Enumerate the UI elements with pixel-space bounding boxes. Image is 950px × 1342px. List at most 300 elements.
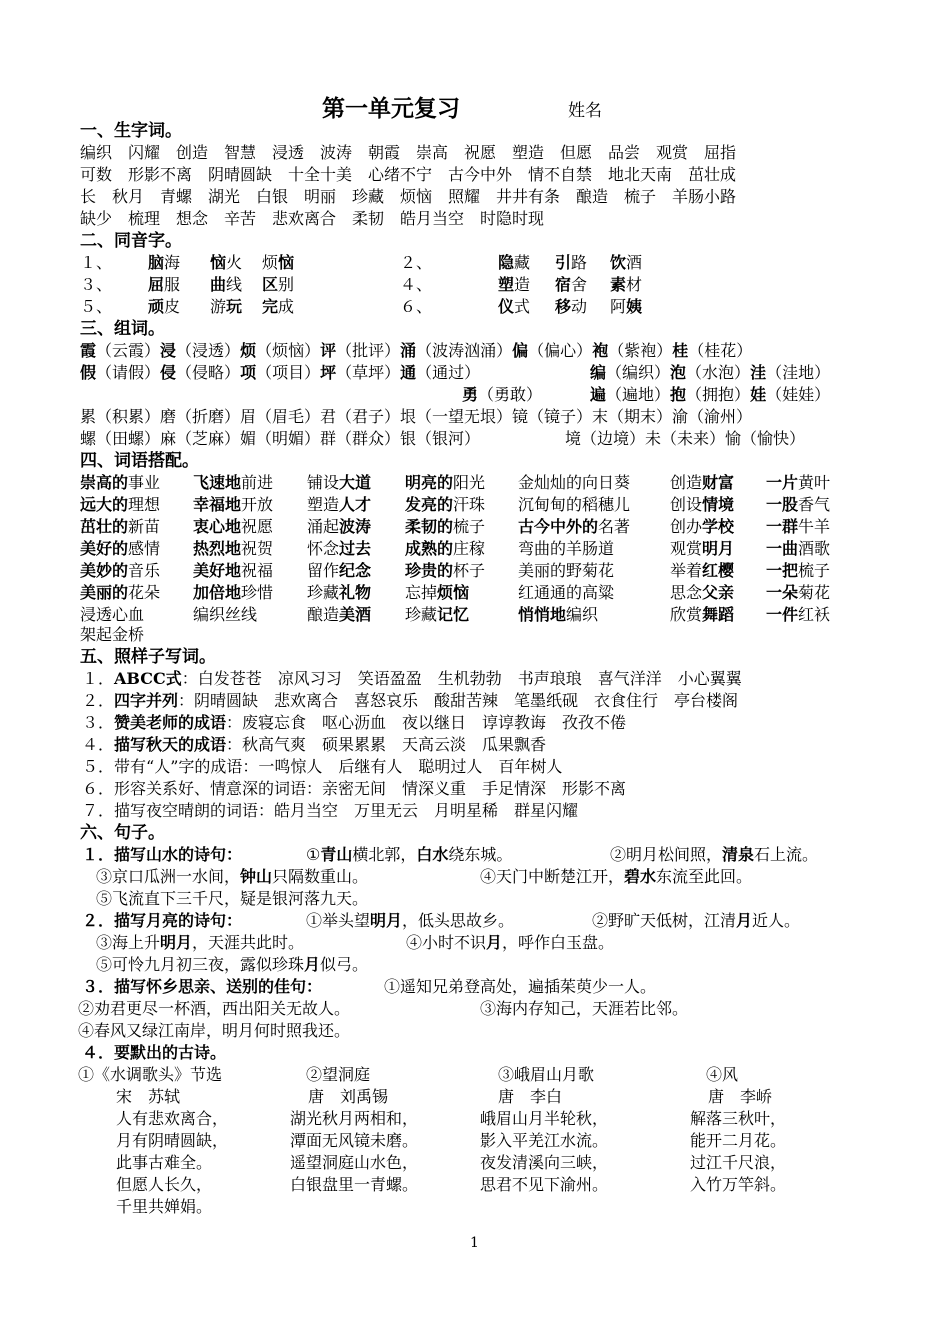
homophone-word (210, 252, 242, 274)
base-char: 假 (80, 363, 97, 382)
formed-word: （项目） (256, 363, 321, 382)
collocation-modifier: 一曲 (766, 539, 799, 558)
collocation-cell (307, 560, 371, 582)
section-4-heading: 四、词语搭配。 (80, 451, 199, 471)
base-char: 侵 (160, 363, 177, 382)
formed-word: （请假） (96, 363, 161, 382)
group-label (82, 976, 322, 998)
keyword: 青山 (320, 845, 353, 864)
base-char: 泡 (670, 363, 687, 382)
collocation-word: 创造 (670, 473, 703, 492)
collocation-modifier: 柔韧的 (405, 517, 454, 536)
collocation-word: 祝福 (241, 561, 274, 580)
poem-line: 人有悲欢离合， (116, 1109, 229, 1128)
section-6-heading: 六、句子。 (80, 823, 165, 843)
pattern-label: 赞美老师的成语 (114, 713, 227, 732)
collocation-object: 记忆 (437, 605, 470, 624)
collocation-modifier: 成熟的 (405, 539, 454, 558)
collocation-extra: 架起金桥 (80, 625, 145, 644)
collocation-cell (405, 604, 469, 626)
text-span: ，天涯共此时。 (192, 933, 305, 952)
collocation-word: 金灿灿的向日葵 (518, 473, 631, 492)
homophone-number: １、 (80, 253, 113, 272)
collocation-word: 珍藏 (405, 605, 438, 624)
poem-line: 解落三秋叶， (690, 1109, 787, 1128)
collocation-word: 塑造 (307, 495, 340, 514)
homophone-char: 玩 (226, 297, 243, 316)
poem-sentence: ①遥知兄弟登高处，遍插茱萸少一人。 (384, 977, 657, 996)
homophone-word (610, 252, 642, 274)
poem-line: 但愿人长久， (116, 1175, 213, 1194)
poem-sentence (406, 932, 614, 954)
base-char: 涌 (400, 341, 417, 360)
poem-line: 千里共婵娟。 (116, 1197, 213, 1216)
collocation-cell (518, 582, 614, 604)
page-number: 1 (470, 1235, 479, 1251)
collocation-modifier: 一把 (766, 561, 799, 580)
collocation-cell (307, 604, 371, 626)
text-span: ３．描写怀乡思亲、送别的佳句： (82, 977, 323, 996)
collocation-modifier: 热烈地 (193, 539, 242, 558)
collocation-word: 珍藏 (307, 583, 340, 602)
poem-author: 唐 李峤 (708, 1087, 773, 1106)
item-number: １． (82, 669, 115, 688)
collocation-cell (193, 560, 273, 582)
word-pattern-line (82, 712, 626, 734)
text-span: 阿 (610, 297, 627, 316)
poem-sentence (610, 844, 818, 866)
text-span: ４．要默出的古诗。 (82, 1043, 227, 1062)
collocation-modifier: 幸福地 (193, 495, 242, 514)
formed-word: （草坪） (336, 363, 401, 382)
poem-author: 唐 刘禹锡 (308, 1087, 389, 1106)
formed-word: （批评） (336, 341, 401, 360)
collocation-cell (766, 472, 830, 494)
keyword: 月 (736, 911, 753, 930)
text-span: 烦 (262, 253, 279, 272)
homophone-word (555, 252, 587, 274)
collocation-cell (80, 472, 160, 494)
homophone-char: 宿 (555, 275, 572, 294)
collocation-object: 纪念 (339, 561, 372, 580)
collocation-modifier: 加倍地 (193, 583, 242, 602)
base-char: 勇 (462, 385, 479, 404)
collocation-word: 音乐 (128, 561, 161, 580)
item-number: ６． (82, 779, 115, 798)
item-number: ７． (82, 801, 115, 820)
word-formation-line (590, 384, 830, 406)
collocation-modifier: 古今中外的 (518, 517, 599, 536)
homophone-char: 屈 (148, 275, 165, 294)
collocation-word: 编织丝线 (193, 605, 258, 624)
collocation-word: 花朵 (128, 583, 161, 602)
page-title: 第一单元复习 (322, 96, 460, 122)
text-span: ２．描写月亮的诗句： (82, 911, 243, 930)
collocation-cell (518, 516, 630, 538)
collocation-cell (670, 516, 734, 538)
collocation-cell (766, 494, 830, 516)
pattern-words: 描写夜空晴朗的词语：皓月当空 万里无云 月明星稀 群星闪耀 (114, 801, 579, 820)
group-label (82, 910, 242, 932)
collocation-word: 忘掉 (405, 583, 438, 602)
poem-sentence (592, 910, 800, 932)
text-span: 似弓。 (320, 955, 369, 974)
collocation-object: 美酒 (339, 605, 372, 624)
base-char: 项 (240, 363, 257, 382)
collocation-cell (670, 582, 734, 604)
collocation-cell (766, 516, 830, 538)
poem-sentence (96, 866, 368, 888)
poem-line: 月有阴晴圆缺， (116, 1131, 229, 1150)
formed-word: （编织） (606, 363, 671, 382)
homophone-char: 姨 (626, 297, 643, 316)
collocation-modifier: 一朵 (766, 583, 799, 602)
poem-author: 唐 李白 (498, 1087, 563, 1106)
poem-sentence: ⑤飞流直下三千尺，疑是银河落九天。 (96, 889, 369, 908)
collocation-word: 珍惜 (241, 583, 274, 602)
collocation-cell (307, 538, 371, 560)
text-span: 路 (571, 253, 588, 272)
formed-word: （烦恼） (256, 341, 321, 360)
homophone-word (262, 296, 294, 318)
section-1-heading: 一、生字词。 (80, 121, 182, 141)
text-span: 成 (278, 297, 295, 316)
text-span: 酒 (626, 253, 643, 272)
collocation-modifier: 美丽的 (80, 583, 129, 602)
collocation-cell (80, 582, 160, 604)
collocation-cell (193, 516, 273, 538)
collocation-object: 人才 (339, 495, 372, 514)
word-formation-line: 境（边境）未（未来）愉（愉快） (565, 429, 806, 448)
collocation-object: 学校 (702, 517, 735, 536)
collocation-object: 波涛 (339, 517, 372, 536)
text-span: 绕东城。 (448, 845, 513, 864)
homophone-number: ６、 (400, 297, 433, 316)
collocation-object: 财富 (702, 473, 735, 492)
formed-word: （浸透） (176, 341, 241, 360)
text-span: 线 (226, 275, 243, 294)
text-span: 石上流。 (754, 845, 819, 864)
homophone-word (498, 274, 530, 296)
item-number: ５． (82, 757, 115, 776)
word-pattern-line (82, 800, 578, 822)
collocation-cell (80, 560, 160, 582)
collocation-word: 弯曲的羊肠道 (518, 539, 615, 558)
collocation-object: 父亲 (702, 583, 735, 602)
keyword: 月 (486, 933, 503, 952)
collocation-object: 礼物 (339, 583, 372, 602)
collocation-cell (766, 538, 830, 560)
base-char: 抱 (670, 385, 687, 404)
collocation-word: 前进 (241, 473, 274, 492)
poem-line: 遥望洞庭山水色， (290, 1153, 419, 1172)
pattern-words: ：废寝忘食 呕心沥血 夜以继日 谆谆教诲 孜孜不倦 (226, 713, 627, 732)
homophone-word (610, 274, 642, 296)
collocation-modifier: 悄悄地 (518, 605, 567, 624)
text-span: 别 (278, 275, 295, 294)
collocation-word: 观赏 (670, 539, 703, 558)
formed-word: （遍地） (606, 385, 671, 404)
formed-word: （紫袍） (608, 341, 673, 360)
pattern-words: 形容关系好、情意深的词语：亲密无间 情深义重 手足情深 形影不离 (114, 779, 627, 798)
collocation-cell (193, 604, 257, 626)
collocation-modifier: 珍贵的 (405, 561, 454, 580)
text-span: ④天门中断楚江开， (480, 867, 625, 886)
collocation-cell (670, 538, 734, 560)
collocation-cell (670, 472, 734, 494)
base-char: 编 (590, 363, 607, 382)
collocation-modifier: 一群 (766, 517, 799, 536)
homophone-number: ５、 (80, 297, 113, 316)
text-span: 动 (571, 297, 588, 316)
vocab-line: 长 秋月 青螺 湖光 白银 明丽 珍藏 烦恼 照耀 井井有条 酿造 梳子 羊肠小路 (80, 187, 737, 206)
poem-line: 能开二月花。 (690, 1131, 787, 1150)
collocation-word: 汗珠 (453, 495, 486, 514)
homophone-char: 仪 (498, 297, 515, 316)
collocation-cell (766, 604, 830, 626)
poem-line: 影入平羌江水流。 (480, 1131, 609, 1150)
homophone-char: 顽 (148, 297, 165, 316)
collocation-word: 事业 (128, 473, 161, 492)
collocation-word: 开放 (241, 495, 274, 514)
collocation-modifier: 一片 (766, 473, 799, 492)
base-char: 娃 (750, 385, 767, 404)
collocation-cell (405, 582, 469, 604)
text-span: ，呼作白玉盘。 (502, 933, 615, 952)
collocation-cell (80, 494, 160, 516)
formed-word: （云霞） (96, 341, 161, 360)
homophone-char: 曲 (210, 275, 227, 294)
keyword: 明月 (160, 933, 193, 952)
poem-title: ④风 (706, 1065, 739, 1084)
homophone-word (210, 274, 242, 296)
collocation-word: 酒歌 (798, 539, 831, 558)
keyword: 月 (304, 955, 321, 974)
word-formation-line (590, 362, 830, 384)
homophone-char: 饮 (610, 253, 627, 272)
homophone-char: 完 (262, 297, 279, 316)
collocation-object: 情境 (702, 495, 735, 514)
base-char: 烦 (240, 341, 257, 360)
poem-line: 思君不见下渝州。 (480, 1175, 609, 1194)
word-formation-line: 螺（田螺）麻（芝麻）媚（明媚）群（群众）银（银河） (80, 429, 481, 448)
pattern-words: ：秋高气爽 硕果累累 天高云淡 瓜果飘香 (226, 735, 547, 754)
section-3-heading: 三、组词。 (80, 319, 165, 339)
base-char: 坪 (320, 363, 337, 382)
keyword: 白水 (416, 845, 449, 864)
word-pattern-line (82, 734, 546, 756)
poem-title: ①《水调歌头》节选 (78, 1065, 223, 1084)
poem-line: 峨眉山月半轮秋， (480, 1109, 609, 1128)
homophone-char: 恼 (210, 253, 227, 272)
collocation-modifier: 发亮的 (405, 495, 454, 514)
collocation-modifier: 美好地 (193, 561, 242, 580)
text-span: １．描写山水的诗句： (82, 845, 243, 864)
poem-title: ③峨眉山月歌 (498, 1065, 595, 1084)
formed-word: （波涛汹涌） (416, 341, 513, 360)
homophone-number: ２、 (400, 253, 433, 272)
text-span: 藏 (514, 253, 531, 272)
vocab-line: 缺少 梳理 想念 辛苦 悲欢离合 柔韧 皓月当空 时隐时现 (80, 209, 545, 228)
pattern-label: 描写秋天的成语 (114, 735, 227, 754)
formed-word: （勇敢） (478, 385, 543, 404)
text-span: 式 (514, 297, 531, 316)
word-formation-line: 累（积累）磨（折磨）眉（眉毛）君（君子）垠（一望无垠）镜（镜子）末（期末）渝（渝州） (80, 407, 753, 426)
text-span: ④小时不识 (406, 933, 487, 952)
collocation-modifier: 一股 (766, 495, 799, 514)
collocation-modifier: 明亮的 (405, 473, 454, 492)
poem-sentence (480, 866, 752, 888)
collocation-word: 举着 (670, 561, 703, 580)
collocation-cell (518, 604, 598, 626)
collocation-word: 酿造 (307, 605, 340, 624)
collocation-word: 红通通的高粱 (518, 583, 615, 602)
collocation-word: 菊花 (798, 583, 831, 602)
homophone-word (210, 296, 242, 318)
collocation-cell (518, 494, 630, 516)
collocation-cell (405, 494, 485, 516)
collocation-cell (518, 472, 630, 494)
text-span: 横北郭， (352, 845, 417, 864)
homophone-word (498, 252, 530, 274)
collocation-word: 铺设 (307, 473, 340, 492)
poem-sentence (306, 910, 514, 932)
base-char: 遍 (590, 385, 607, 404)
word-formation-line (80, 340, 752, 362)
collocation-modifier: 茁壮的 (80, 517, 129, 536)
text-span: 舍 (571, 275, 588, 294)
homophone-word (148, 252, 180, 274)
collocation-modifier: 飞速地 (193, 473, 242, 492)
poem-line: 夜发清溪向三峡， (480, 1153, 609, 1172)
collocation-word: 理想 (128, 495, 161, 514)
collocation-cell (405, 516, 485, 538)
pattern-words: ：白发苍苍 凉风习习 笑语盈盈 生机勃勃 书声琅琅 喜气洋洋 小心翼翼 (181, 669, 742, 688)
collocation-word: 涌起 (307, 517, 340, 536)
formed-word: （拥抱） (686, 385, 751, 404)
word-pattern-line (82, 668, 742, 690)
collocation-object: 舞蹈 (702, 605, 735, 624)
homophone-char: 塑 (498, 275, 515, 294)
homophone-char: 区 (262, 275, 279, 294)
poem-sentence (96, 932, 304, 954)
collocation-modifier: 美好的 (80, 539, 129, 558)
pattern-words: 带有“人”字的成语：一鸣惊人 后继有人 聪明过人 百年树人 (114, 757, 563, 776)
section-2-heading: 二、同音字。 (80, 231, 182, 251)
collocation-cell (307, 494, 371, 516)
poem-line: 入竹万竿斜。 (690, 1175, 787, 1194)
group-label (82, 844, 242, 866)
base-char: 霞 (80, 341, 97, 360)
base-char: 桂 (672, 341, 689, 360)
collocation-modifier: 一件 (766, 605, 799, 624)
collocation-word: 新苗 (128, 517, 161, 536)
homophone-char: 引 (555, 253, 572, 272)
vocab-line: 编织 闪耀 创造 智慧 浸透 波涛 朝霞 崇高 祝愿 塑造 但愿 品尝 观赏 屈指 (80, 143, 737, 162)
base-char: 偏 (512, 341, 529, 360)
formed-word: （通过） (416, 363, 481, 382)
collocation-word: 阳光 (453, 473, 486, 492)
text-span: 游 (210, 297, 227, 316)
homophone-word (555, 274, 587, 296)
collocation-cell (518, 560, 614, 582)
homophone-word (555, 296, 587, 318)
poem-line: 白银盘里一青螺。 (290, 1175, 419, 1194)
homophone-char: 脑 (148, 253, 165, 272)
poem-sentence: ④春风又绿江南岸，明月何时照我还。 (78, 1021, 351, 1040)
keyword: 碧水 (624, 867, 657, 886)
base-char: 洼 (750, 363, 767, 382)
collocation-word: 香气 (798, 495, 831, 514)
poem-line: 湖光秋月两相和， (290, 1109, 419, 1128)
pattern-words: ：阴晴圆缺 悲欢离合 喜怒哀乐 酸甜苦辣 笔墨纸砚 衣食住行 亭台楼阁 (178, 691, 739, 710)
collocation-object: 明月 (702, 539, 735, 558)
item-number: ４． (82, 735, 115, 754)
collocation-object: 红樱 (702, 561, 735, 580)
text-span: ⑤可怜九月初三夜，露似珍珠 (96, 955, 305, 974)
poem-line: 过江千尺浪， (690, 1153, 787, 1172)
pattern-label: 四字并列 (114, 691, 179, 710)
collocation-cell (766, 560, 830, 582)
collocation-object: 过去 (339, 539, 372, 558)
text-span: ，低头思故乡。 (402, 911, 515, 930)
text-span: ②野旷天低树，江清 (592, 911, 737, 930)
collocation-cell (80, 538, 160, 560)
collocation-modifier: 美妙的 (80, 561, 129, 580)
collocation-cell (193, 494, 273, 516)
collocation-word: 梳子 (798, 561, 831, 580)
base-char: 袍 (592, 341, 609, 360)
poem-author: 宋 苏轼 (116, 1087, 181, 1106)
collocation-word: 祝贺 (241, 539, 274, 558)
formed-word: （娃娃） (766, 385, 831, 404)
section-5-heading: 五、照样子写词。 (80, 647, 216, 667)
poem-title: ②望洞庭 (306, 1065, 371, 1084)
poem-line: 潭面无风镜未磨。 (290, 1131, 419, 1150)
base-char: 浸 (160, 341, 177, 360)
formed-word: （桂花） (688, 341, 753, 360)
homophone-char: 恼 (278, 253, 295, 272)
name-label: 姓名 (568, 101, 602, 121)
base-char: 通 (400, 363, 417, 382)
collocation-object: 烦恼 (437, 583, 470, 602)
collocation-word: 牛羊 (798, 517, 831, 536)
collocation-cell (766, 582, 830, 604)
collocation-word: 怀念 (307, 539, 340, 558)
collocation-cell (518, 538, 614, 560)
collocation-word: 思念 (670, 583, 703, 602)
base-char: 评 (320, 341, 337, 360)
collocation-cell (193, 582, 273, 604)
collocation-cell (405, 538, 485, 560)
text-span: 火 (226, 253, 243, 272)
poem-sentence (96, 954, 368, 976)
text-span: 只隔数重山。 (272, 867, 369, 886)
collocation-cell (80, 516, 160, 538)
word-pattern-line (82, 690, 738, 712)
homophone-char: 隐 (498, 253, 515, 272)
collocation-object: 大道 (339, 473, 372, 492)
formed-word: （洼地） (766, 363, 831, 382)
collocation-word: 祝愿 (241, 517, 274, 536)
text-span: 服 (164, 275, 181, 294)
homophone-word (610, 296, 642, 318)
collocation-modifier: 远大的 (80, 495, 129, 514)
formed-word: （侵略） (176, 363, 241, 382)
text-span: ②明月松间照， (610, 845, 723, 864)
collocation-word: 美丽的野菊花 (518, 561, 615, 580)
text-span: 材 (626, 275, 643, 294)
